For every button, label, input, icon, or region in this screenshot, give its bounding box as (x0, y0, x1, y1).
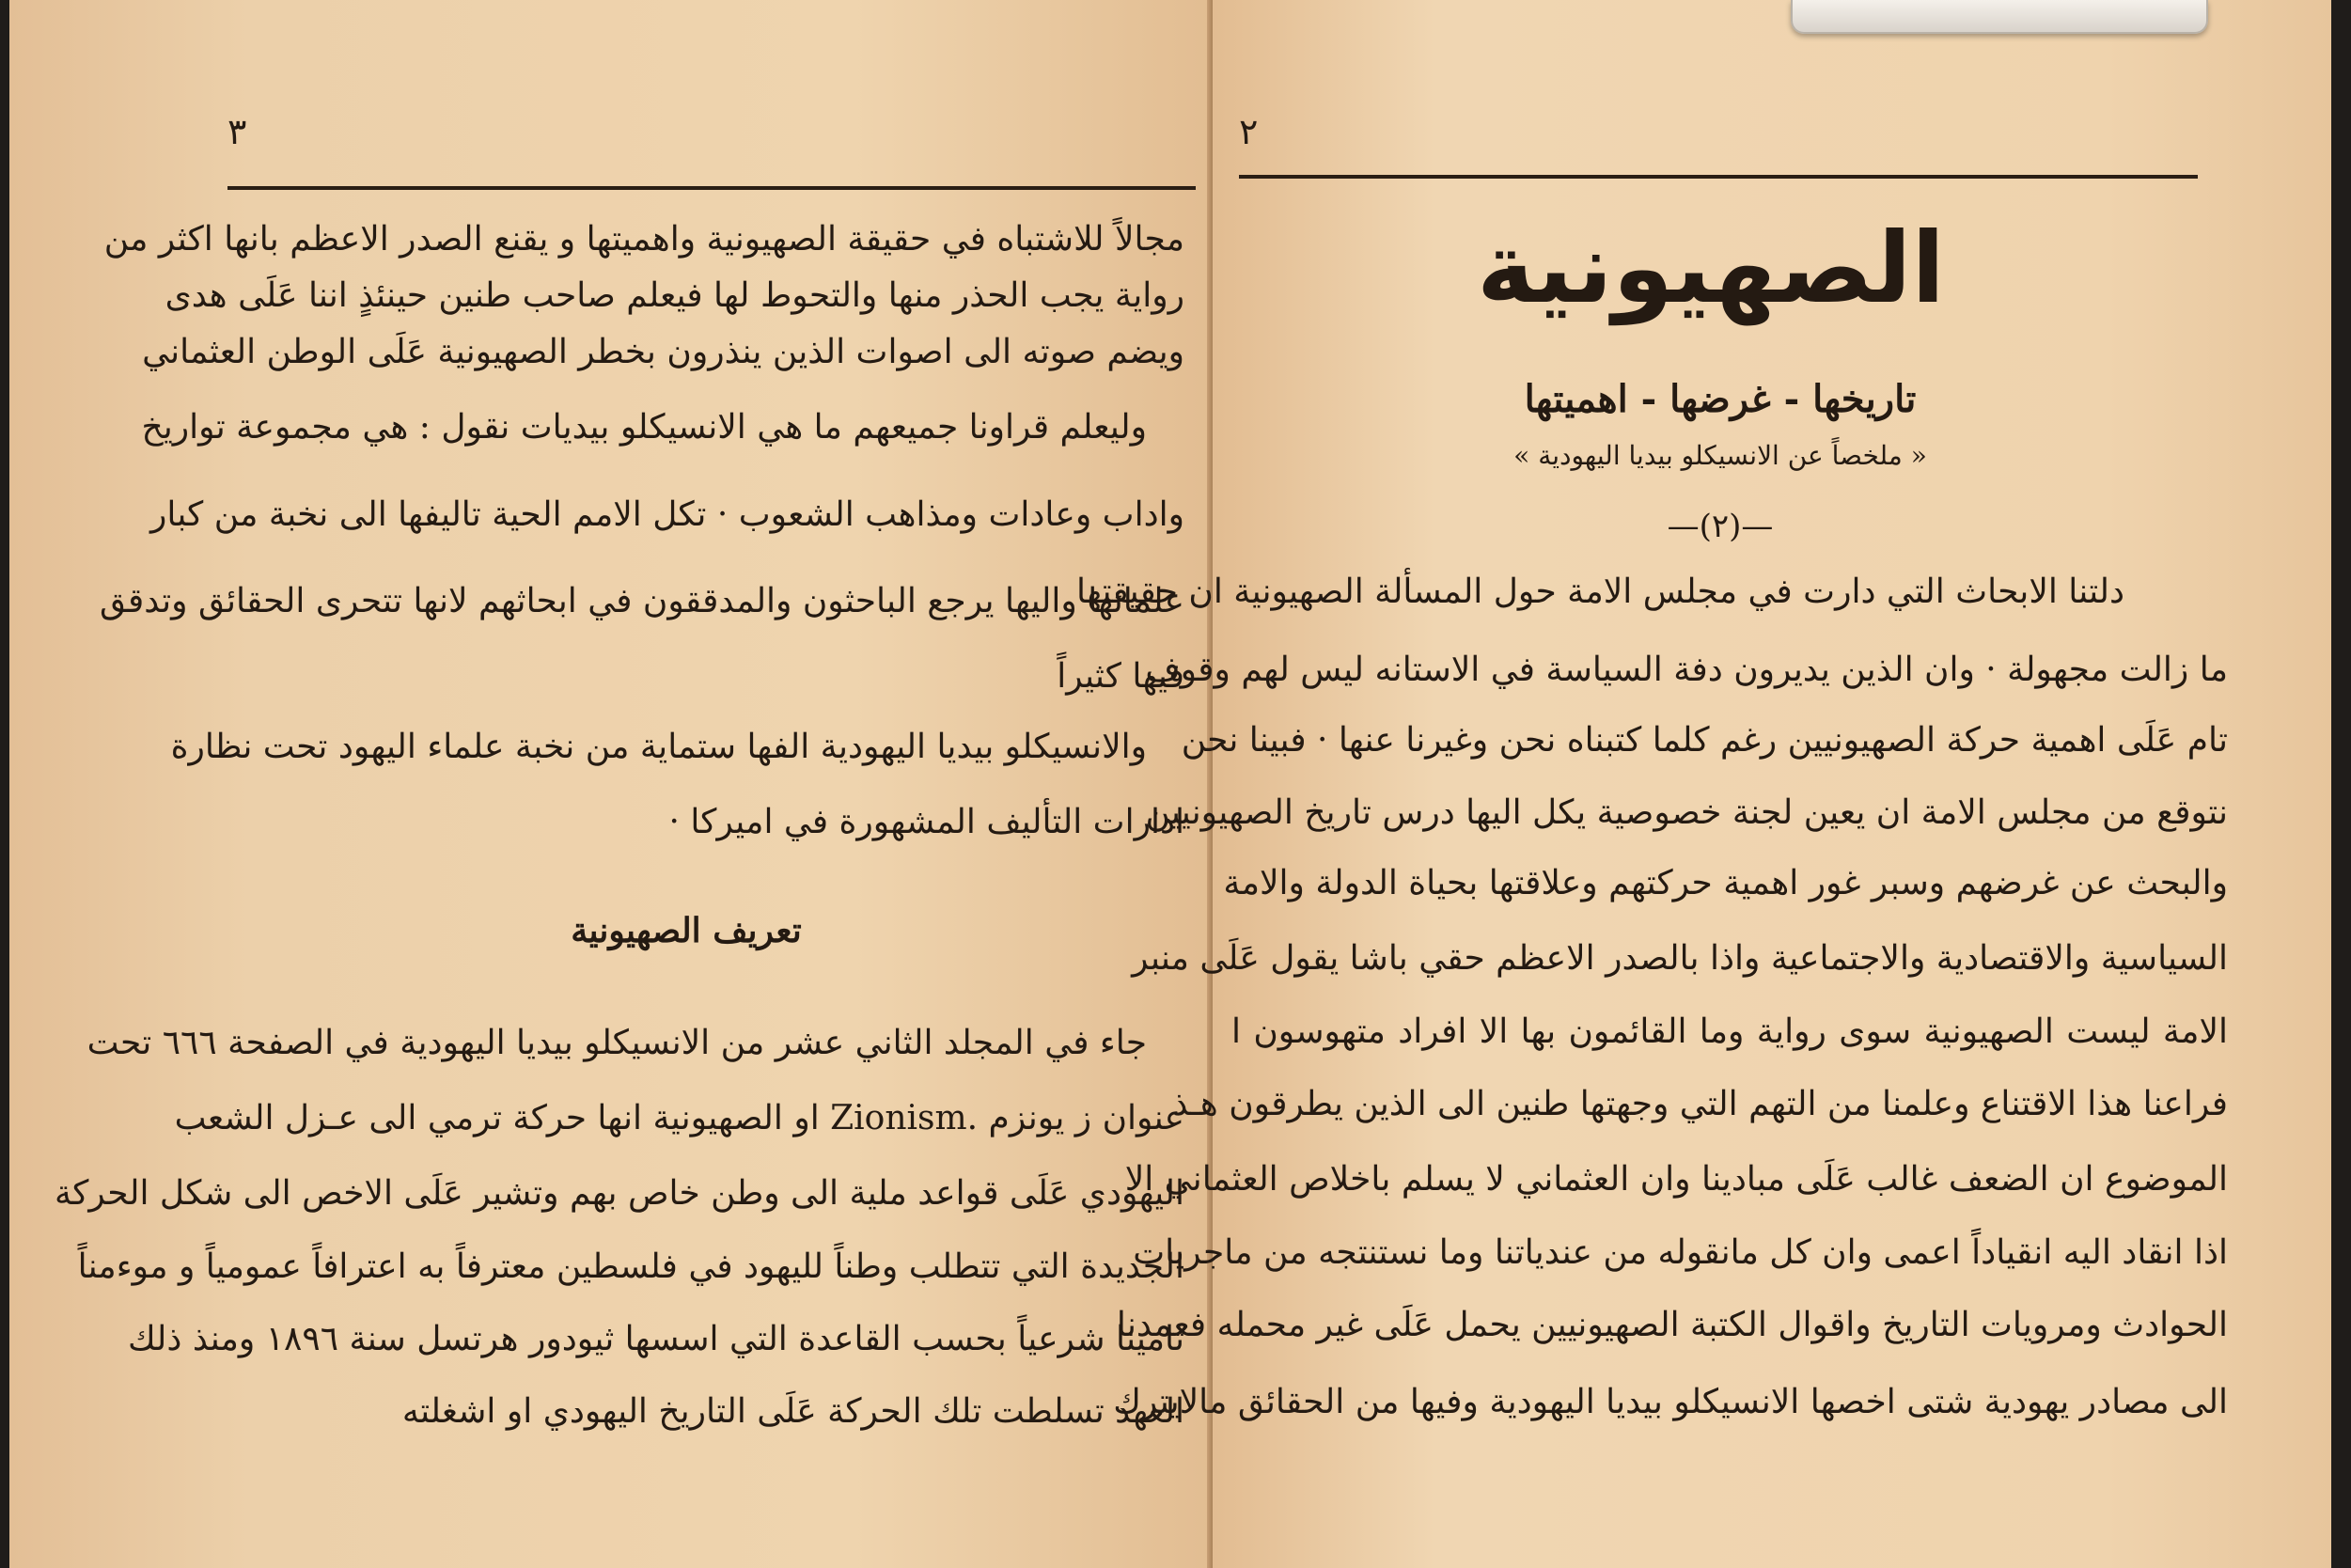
text-line: جاء في المجلد الثاني عشر من الانسيكلو بيديا اليهودية في الصفحة ٦٦٦ تحت (86, 1024, 1147, 1062)
part-marker: —(٢)— (1667, 508, 1774, 545)
section-heading: تعريف الصهيونية (571, 911, 802, 950)
text-line: السياسية والاقتصادية والاجتماعية واذا بالصدر الاعظم حقي باشا يقول عَلَى منبر (1132, 939, 2228, 978)
article-subtitle: تاريخها - غرضها - اهميتها (1524, 377, 1917, 421)
text-line: اذا انقاد اليه انقياداً اعمى وان كل مانقوله من عندياتنا وما نستنتجه من ماجريات (1133, 1233, 2228, 1272)
text-line: والانسيكلو بيديا اليهودية الفها ستماية من نخبة علماء اليهود تحت نظارة (170, 728, 1147, 766)
text-line: ما زالت مجهولة · وان الذين يديرون دفة السياسة في الاستانه ليس لهم وقوف (1145, 651, 2228, 689)
text-line: ادارات التأليف المشهورة في اميركا · (668, 803, 1184, 841)
text-line: نتوقع من مجلس الامة ان يعين لجنة خصوصية يكل اليها درس تاريخ الصهيونيين (1145, 793, 2228, 832)
text-line: دلتنا الابحاث التي دارت في مجلس الامة حول المسألة الصهيونية ان حقيقتها (1075, 572, 2124, 611)
left-page (9, 0, 1213, 1568)
source-note: « ملخصاً عن الانسيكلو بيديا اليهودية » (1513, 440, 1927, 471)
header-rule (1239, 175, 2198, 179)
text-line: عنوان ز يونزم .Zionism او الصهيونية انها حركة ترمي الى عـزل الشعب (174, 1099, 1184, 1137)
header-rule (227, 186, 1196, 190)
text-line: علمائها واليها يرجع الباحثون والمدققون في ابحاثهم لانها تتحرى الحقائق وتدقق (99, 582, 1184, 620)
text-line: ويضم صوته الى اصوات الذين ينذرون بخطر الصهيونية عَلَى الوطن العثماني (142, 333, 1184, 371)
text-line: واداب وعادات ومذاهب الشعوب · تكل الامم الحية تاليفها الى نخبة من كبار (149, 495, 1184, 534)
text-line: الحوادث ومرويات التاريخ واقوال الكتبة الصهيونيين يحمل عَلَى غير محمله فعمدنا (1116, 1306, 2228, 1344)
text-line: العهد تسلطت تلك الحركة عَلَى التاريخ اليهودي او اشغلته (401, 1392, 1184, 1431)
text-line: وليعلم قراونا جميعهم ما هي الانسيكلو بيديات نقول : هي مجموعة تواريخ (141, 408, 1147, 447)
text-line: فراعنا هذا الاقتناع وعلمنا من التهم التي وجهتها طنين الى الذين يطرقون هـذ (1172, 1085, 2228, 1123)
page-number: ٢ (1239, 111, 1259, 152)
text-line: والبحث عن غرضهم وسبر غور اهمية حركتهم وعلاقتها بحياة الدولة والامة (1223, 864, 2228, 902)
text-line: تام عَلَى اهمية حركة الصهيونيين رغم كلما كتبناه نحن وغيرنا عنها · فبينا نحن (1181, 721, 2228, 760)
text-line: الامة ليست الصهيونية سوى رواية وما القائمون بها الا افراد متهوسون ا (1231, 1012, 2228, 1051)
text-line: اليهودي عَلَى قواعد ملية الى وطن خاص بهم وتشير عَلَى الاخص الى شكل الحركة (54, 1174, 1184, 1213)
article-title: الصهيونية (1476, 211, 1946, 325)
text-line: مجالاً للاشتباه في حقيقة الصهيونية واهميتها و يقنع الصدر الاعظم بانها اكثر من (103, 220, 1184, 259)
text-line: تامينا شرعياً بحسب القاعدة التي اسسها ثيودور هرتسل سنة ١٨٩٦ ومنذ ذلك (128, 1320, 1184, 1358)
page-number: ٣ (227, 111, 247, 152)
text-line: الموضوع ان الضعف غالب عَلَى مبادينا وان العثماني لا يسلم باخلاص العثماني الا (1124, 1160, 2228, 1199)
text-line: رواية يجب الحذر منها والتحوط لها فيعلم صاحب طنين حينئذٍ اننا عَلَى هدى (165, 276, 1184, 315)
text-line: فيها كثيراً (1057, 657, 1184, 696)
text-line: الى مصادر يهودية شتى اخصها الانسيكلو بيديا اليهودية وفيها من الحقائق مالايترك (1113, 1383, 2228, 1421)
glass-clip (1791, 0, 2208, 34)
text-line: الجديدة التي تتطلب وطناً لليهود في فلسطين معترفاً به اعترافاً عمومياً و موءمناً (77, 1247, 1184, 1286)
